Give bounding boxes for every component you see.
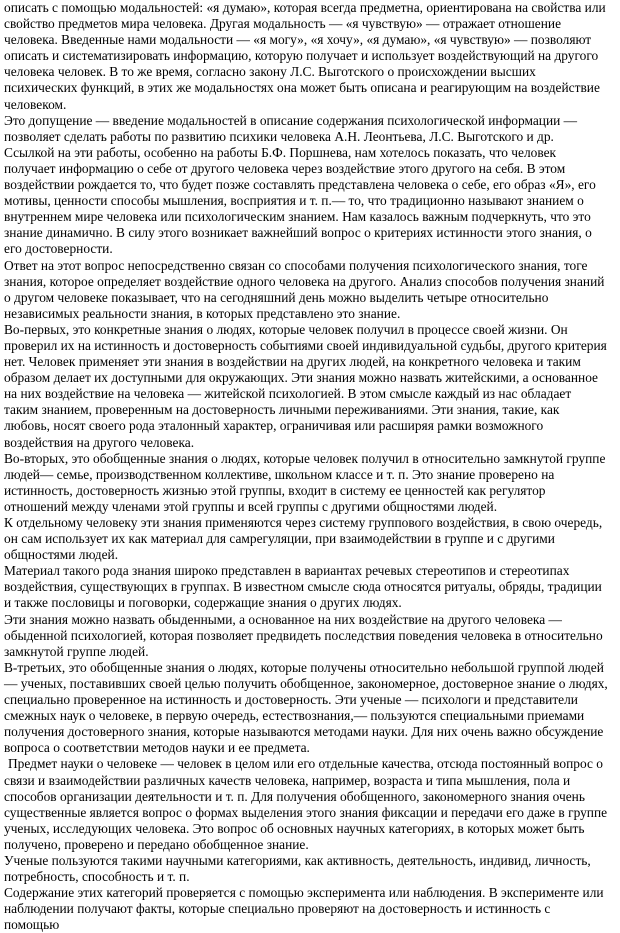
paragraph-content: Содержание этих категорий проверяется с помощью эксперимента или наблюдения. В эксперименте или наблюдении получают факты, которые специально проверяют на достоверность и истинность с помощью — [4, 885, 604, 933]
paragraph-categories: Ученые пользуются такими научными категориями, как активность, деятельность, индивид, личность, потребность, способность и т. п. — [4, 852, 591, 885]
paragraph-assumption: Это допущение — введение модальностей в описание содержания психологической информации — позволяет сделать работы по развитию психики человека А.Н. Леонтьева, Л.С. Выготского и др. — [4, 112, 578, 144]
paragraph-answer: Ответ на этот вопрос непосредственно связан со способами получения психологического знания, тоге знания, которое определяет воздействие одного человека на другого. Анализ способов получения знаний о другом человеке показывает, что на сегодняшний день можно выделить четыре относительно независимых реальности знания, в которых представлено это знание. — [4, 257, 605, 321]
paragraph-everyday: Эти знания можно назвать обыденными, а основанное на них воздействие на другого человека — обыденной психологией, которая позволяет предвидеть последствия поведения человека в относительно замкнутой группе людей. — [4, 611, 603, 659]
paragraph-second: Во-вторых, это обобщенные знания о людях, которые человек получил в относительно замкнутой группе людей— семье, производственном коллективе, школьном классе и т. п. Это знание проверено на истинность, достоверность жизнью этой группы, входит в систему ее ценностей как регулятор отношений между членами этой группы и всей группы с другими общностями людей. — [4, 450, 606, 514]
paragraph-material: Материал такого рода знания широко представлен в вариантах речевых стереотипов и стереотипах воздействия, существующих в группах. В известном смысле сюда относятся ритуалы, обряды, традиции и также пословицы и поговорки, содержащие знания о других людях. — [4, 563, 602, 611]
paragraph-third: В-третьих, это обобщенные знания о людях, которые получены относительно небольшой группой людей— ученых, поставивших своей целью получить обобщенное, закономерное, достоверное знание о людях, специально проверенное на истинность и достоверность. Эти ученые — психологи и представители смежных наук о человеке, в первую очередь, естествознания,— пользуются специальными приемами получения достоверного знания, которые называются методами науки. Для них очень важно обсуждение вопроса о соответствии методов науки и ее предмета. — [4, 659, 608, 756]
paragraph-modalities: описать с помощью модальностей: «я думаю», которая всегда предметна, ориентирована на свойства или свойство предметов мира человека. Другая модальность — «я чувствую» — отражает отношение человека. Введенные нами модальности — «я могу», «я хочу», «я думаю», «я чувствую» — позволяют описать и систематизировать информацию, которую получает и использует воздействующий на другого человека человек. В то же время, согласно закону Л.С. Выготского о происхождении высших психических функций, в этих же модальностях она может быть описана и реагирующим на воздействие человеком. — [4, 0, 606, 112]
paragraph-first: Во-первых, это конкретные знания о людях, которые человек получил в процессе своей жизни. Он проверил их на истинность и достоверность событиями своей индивидуальной судьбы, другого критерия нет. Человек применяет эти знания в воздействии на других людей, на конкретного человека и таким образом делает их доступными для окружающих. Эти знания можно назвать житейскими, а основанное на них воздействие на человека — житейской психологией. В этом смысле каждый из нас обладает таким знанием, проверенным на достоверность личными переживаниями. Эти знания, такие, как любовь, носят своего рода эталонный характер, ограничивая или расширяя рамки возможного воздействия на другого человека. — [4, 321, 607, 450]
paragraph-subject: Предмет науки о человеке — человек в целом или его отдельные качества, отсюда постоянный вопрос о связи и взаимодействии различных качеств человека, например, возраста и типа мышления, пола и способов организации деятельности и т. п. Для получения обобщенного, закономерного знания очень существенные является вопрос о формах выделения этого знания фиксации и передачи его даже в группе ученых, исследующих человека. Это вопрос об основных научных категориях, в которых может быть получено, проверено и передано обобщенное знание. — [4, 756, 608, 852]
paragraph-individual: К отдельному человеку эти знания применяются через систему группового воздействия, в свою очередь, он сам использует их как материал для самрегуляции, при взаимодействии в группе и с другими общностями людей. — [4, 515, 603, 563]
paragraph-porshnev: Ссылкой на эти работы, особенно на работы Б.Ф. Поршнева, нам хотелось показать, что человек получает информацию о себе от другого человека через воздействие этого другого на себя. В этом воздействии рождается то, что будет позже составлять представлена человека о себе, его образ «Я», его мотивы, ценности способы мышления, восприятия и т. п.— то, что традиционно называют знанием о внутреннем мире человека или психологическим знанием. Нам казалось важным подчеркнуть, что это знание динамично. В силу этого возникает важнейший вопрос о критериях истинности этого знания, о его достоверности. — [4, 144, 596, 257]
